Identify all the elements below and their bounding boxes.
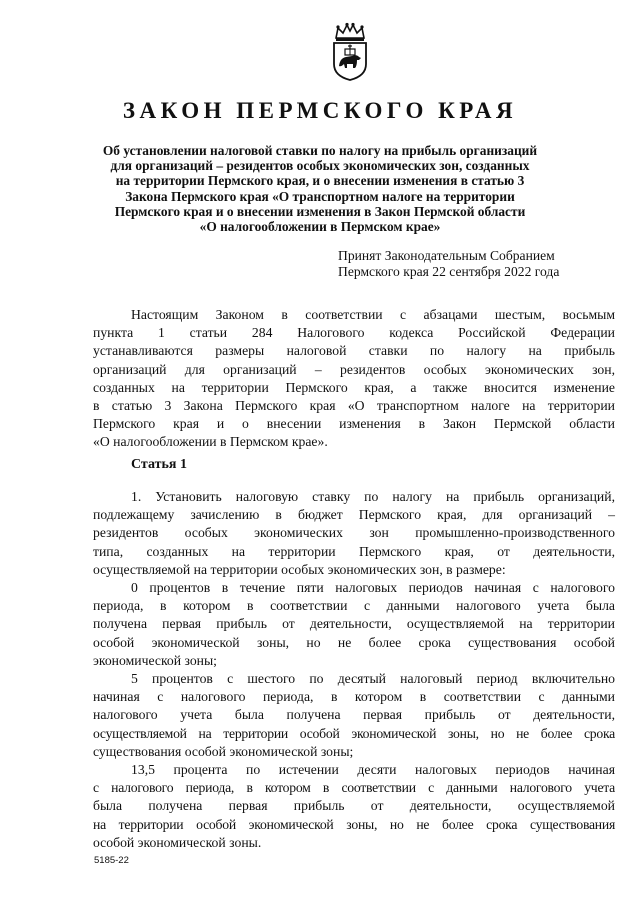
text-line: организаций для организаций – резидентов особых экономических зон,: [93, 361, 615, 377]
text-line: начиная с налогового периода, в котором в соответствии с данными: [93, 689, 615, 705]
text-line: резидентов особых экономических зон промышленно-производственного: [93, 525, 615, 541]
subtitle-line: для организаций – резидентов особых экономических зон, созданных: [110, 158, 530, 174]
article-paragraph: [93, 761, 615, 852]
article-paragraph: [93, 488, 615, 579]
law-title: ЗАКОН ПЕРМСКОГО КРАЯ: [122, 98, 518, 123]
subtitle-line: «О налогообложении в Пермском крае»: [199, 219, 441, 235]
adoption-note: [338, 248, 559, 280]
text-line: существования особой экономической зоны;: [93, 743, 354, 759]
subtitle-line: Об установлении налоговой ставки по налогу на прибыль организаций: [102, 143, 538, 158]
text-line: в статью 3 Закона Пермского края «О транспортном налоге на территории: [93, 398, 615, 414]
text-line: пункта 1 статьи 284 Налогового кодекса Российской Федерации: [93, 325, 615, 341]
text-line: особой экономической зоны, но не более срока существования особой: [93, 634, 615, 650]
article-paragraph: [93, 670, 615, 761]
text-line: с налогового периода, в котором в соответствии с данными налогового учета: [93, 780, 615, 796]
text-line: Настоящим Законом в соответствии с абзацами шестым, восьмым: [131, 307, 615, 322]
law-subtitle: [100, 143, 540, 234]
article-1-body: [93, 488, 615, 852]
document-number: 5185-22: [94, 855, 129, 866]
text-line: особой экономической зоны.: [93, 834, 262, 850]
article-1-heading: Статья 1: [131, 457, 187, 472]
text-line: была получена первая прибыль от деятельности, осуществляемой: [93, 798, 615, 814]
text-line: 5 процентов с шестого по десятый налоговый период включительно: [131, 671, 615, 687]
text-line: типа, созданных на территории Пермского края, от деятельности,: [93, 543, 615, 559]
text-line: «О налогообложении в Пермском крае».: [93, 434, 328, 450]
text-line: налогового учета была получена первая прибыль от деятельности,: [93, 707, 615, 723]
adoption-line: Принят Законодательным Собранием: [338, 248, 555, 263]
text-line: созданных на территории Пермского края, а также вносится изменение: [93, 379, 615, 395]
subtitle-line: на территории Пермского края, и о внесении изменения в статью 3: [115, 173, 525, 189]
article-paragraph: [93, 579, 615, 670]
text-line: подлежащему зачислению в бюджет Пермского края, для организаций –: [93, 507, 615, 523]
text-line: осуществляемой на территории особых экономических зон, в размере:: [93, 561, 506, 577]
adoption-line: Пермского края 22 сентября 2022 года: [338, 264, 560, 279]
subtitle-line: Закона Пермского края «О транспортном налоге на территории: [125, 188, 515, 204]
text-line: 1. Установить налоговую ставку по налогу на прибыль организаций,: [131, 489, 615, 504]
text-line: 13,5 процента по истечении десяти налоговых периодов начиная: [131, 762, 615, 778]
preamble-paragraph: [93, 306, 615, 452]
preamble: [93, 306, 615, 452]
text-line: получена первая прибыль от деятельности, осуществляемой на территории: [93, 616, 615, 632]
subtitle-line: Пермского края и о внесении изменения в Закон Пермской области: [114, 203, 526, 219]
text-line: экономической зоны;: [93, 652, 217, 668]
text-line: Пермского края и о внесении изменения в Закон Пермской области: [93, 416, 615, 432]
text-line: 0 процентов в течение пяти налоговых периодов начиная с налогового: [131, 580, 615, 596]
text-line: на территории особой экономической зоны, но не более срока существования: [93, 816, 615, 832]
perm-krai-coat-of-arms-icon: [328, 22, 372, 82]
text-line: периода, в котором в соответствии с данными налогового учета была: [93, 598, 615, 614]
text-line: осуществляемой на территории особой экономической зоны, но не более срока: [93, 725, 615, 741]
text-line: устанавливаются размеры налоговой ставки по налогу на прибыль: [93, 343, 615, 359]
